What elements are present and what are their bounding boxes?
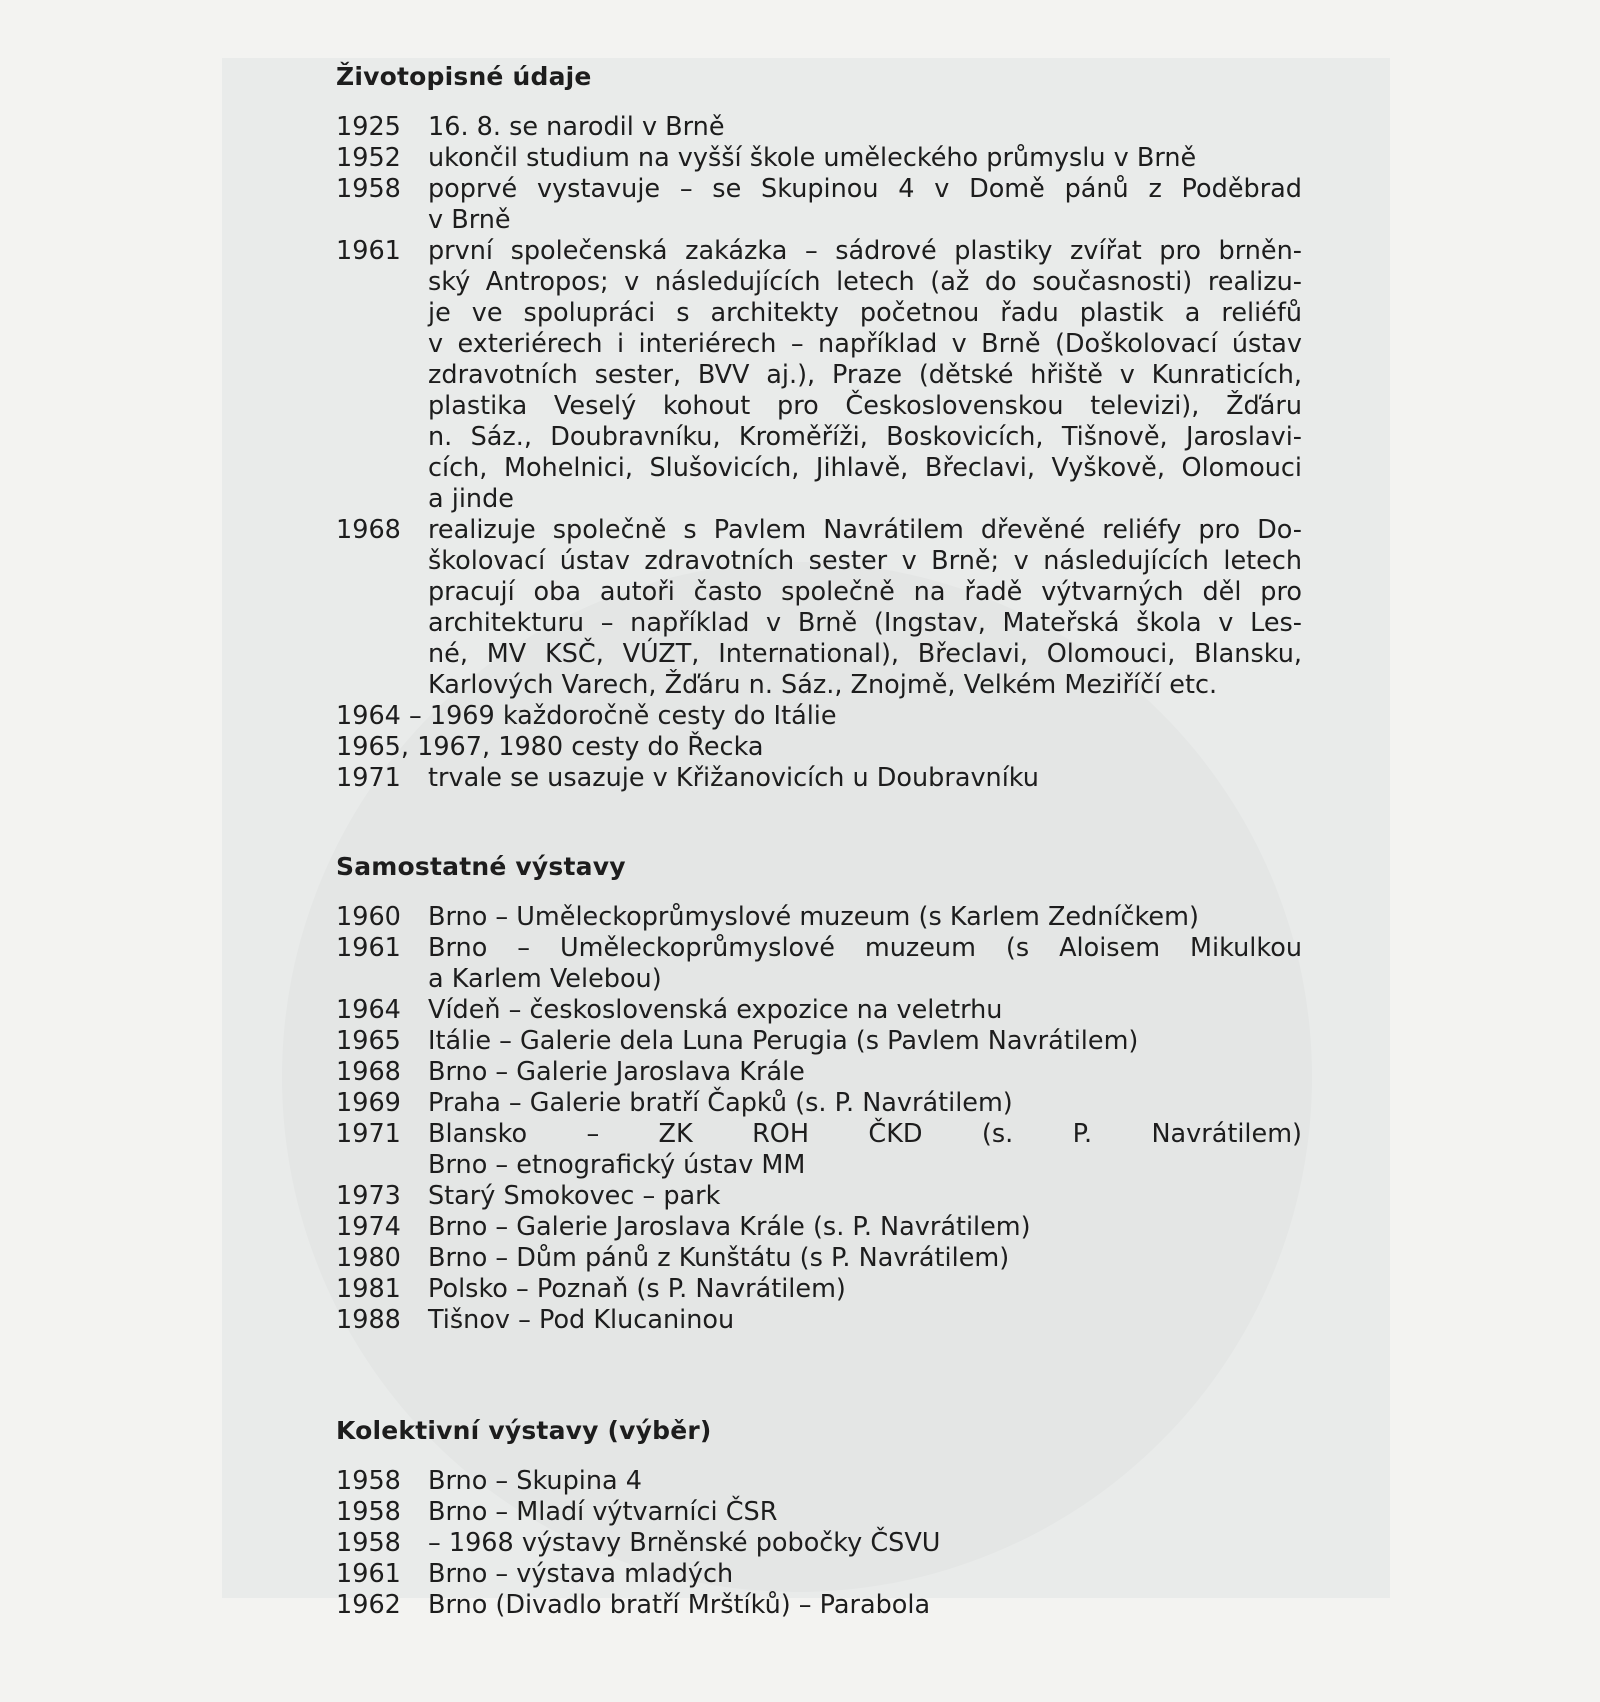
entry-text <box>428 1243 1302 1274</box>
entry-text <box>428 1305 1302 1336</box>
entry-line: Blansko – ZK ROH ČKD (s. P. Navrátilem) <box>428 1119 1302 1149</box>
entry-text <box>428 174 1302 236</box>
entry <box>336 701 1302 732</box>
entry <box>336 1590 1302 1621</box>
entry-text <box>428 1559 1302 1590</box>
entry-line: ský Antropos; v následujících letech (až do současnosti) realizu- <box>428 267 1302 297</box>
entry-text <box>428 1212 1302 1243</box>
entry-line: Brno – výstava mladých <box>428 1559 734 1589</box>
entry-line: v Brně <box>428 205 511 235</box>
entry-text <box>428 1528 1302 1559</box>
entry-line: Brno – Skupina 4 <box>428 1466 642 1496</box>
entry-line: né, MV KSČ, VÚZT, International), Břeclavi, Olomouci, Blansku, <box>428 639 1302 669</box>
entry <box>336 143 1302 174</box>
entry-line: Starý Smokovec – park <box>428 1181 721 1211</box>
entry-line: pracují oba autoři často společně na řadě výtvarných děl pro <box>428 577 1302 607</box>
entry-year: 1962 <box>336 1590 401 1620</box>
entry <box>336 1181 1302 1212</box>
bio-entries <box>336 112 1302 701</box>
entry-year: 1968 <box>336 1057 401 1087</box>
entry-line: Itálie – Galerie dela Luna Perugia (s Pavlem Navrátilem) <box>428 1026 1139 1056</box>
entry <box>336 1243 1302 1274</box>
entry-line: v exteriérech i interiérech – například v Brně (Doškolovací ústav <box>428 329 1302 359</box>
entry-year: 1969 <box>336 1088 401 1118</box>
entry <box>336 236 1302 515</box>
entry-line: poprvé vystavuje – se Skupinou 4 v Domě pánů z Poděbrad <box>428 174 1302 204</box>
entry-year: 1958 <box>336 1466 401 1496</box>
entry-line: 16. 8. se narodil v Brně <box>428 112 725 142</box>
entry-text <box>428 515 1302 701</box>
entry-line: Brno – Mladí výtvarníci ČSR <box>428 1497 778 1527</box>
entry-text <box>428 1057 1302 1088</box>
entry <box>336 1274 1302 1305</box>
entry-line: Brno – Uměleckoprůmyslové muzeum (s Karlem Zedníčkem) <box>428 902 1199 932</box>
entry-line: Brno – Dům pánů z Kunštátu (s P. Navrátilem) <box>428 1243 1010 1273</box>
entry-year: 1974 <box>336 1212 401 1242</box>
entry <box>336 995 1302 1026</box>
entry-line: architekturu – například v Brně (Ingstav, Mateřská škola v Les- <box>428 608 1302 638</box>
entry-year: 1980 <box>336 1243 401 1273</box>
entry-text <box>428 143 1302 174</box>
section-title-solo: Samostatné výstavy <box>336 852 626 881</box>
entry <box>336 112 1302 143</box>
entry-year: 1965 <box>336 1026 401 1056</box>
entry-year: 1981 <box>336 1274 401 1304</box>
entry <box>336 732 1302 763</box>
entry <box>336 515 1302 701</box>
entry-line: a Karlem Velebou) <box>428 964 662 994</box>
entry <box>336 1088 1302 1119</box>
entry-text <box>428 236 1302 515</box>
entry-line: – 1968 výstavy Brněnské pobočky ČSVU <box>428 1528 941 1558</box>
entry-year: 1968 <box>336 515 401 545</box>
section-title-bio: Životopisné údaje <box>336 62 592 91</box>
entry-line: plastika Veselý kohout pro Československou televizi), Žďáru <box>428 391 1302 421</box>
entry-line: a jinde <box>428 484 514 514</box>
section-title-group: Kolektivní výstavy (výběr) <box>336 1416 712 1445</box>
entry-line: Karlových Varech, Žďáru n. Sáz., Znojmě, Velkém Meziříčí etc. <box>428 670 1218 700</box>
entry-text <box>428 1119 1302 1181</box>
entry-year: 1958 <box>336 174 401 204</box>
entry-year: 1961 <box>336 933 401 963</box>
entry-line: školovací ústav zdravotních sester v Brně; v následujících letech <box>428 546 1302 576</box>
entry-line: zdravotních sester, BVV aj.), Praze (dětské hřiště v Kunraticích, <box>428 360 1302 390</box>
entry <box>336 1559 1302 1590</box>
entry-line: Brno – Galerie Jaroslava Krále <box>428 1057 805 1087</box>
entry-year: 1952 <box>336 143 401 173</box>
entry-line: n. Sáz., Doubravníku, Kroměříži, Boskovicích, Tišnově, Jaroslavi- <box>428 422 1302 452</box>
entry-line: Praha – Galerie bratří Čapků (s. P. Navrátilem) <box>428 1088 1013 1118</box>
entry-text: 1965, 1967, 1980 cesty do Řecka <box>336 732 764 762</box>
entry <box>336 1305 1302 1336</box>
entry-text: 1964 – 1969 každoročně cesty do Itálie <box>336 701 837 731</box>
entry-text <box>428 1274 1302 1305</box>
entry <box>336 174 1302 236</box>
entry-text <box>428 1590 1302 1621</box>
entry-line: Vídeň – československá expozice na veletrhu <box>428 995 1003 1025</box>
bio-extra <box>336 701 1302 794</box>
entry-year: 1964 <box>336 995 401 1025</box>
solo-entries <box>336 902 1302 1336</box>
entry-text <box>428 902 1302 933</box>
entry-line: ukončil studium na vyšší škole uměleckého průmyslu v Brně <box>428 143 1197 173</box>
group-entries <box>336 1466 1302 1621</box>
entry-line: je ve spolupráci s architekty početnou řadu plastik a reliéfů <box>428 298 1302 328</box>
entry-text <box>428 1088 1302 1119</box>
entry-year: 1973 <box>336 1181 401 1211</box>
entry-text: trvale se usazuje v Křižanovicích u Doubravníku <box>428 763 1039 793</box>
entry <box>336 1528 1302 1559</box>
entry-line: Polsko – Poznaň (s P. Navrátilem) <box>428 1274 846 1304</box>
entry-line: první společenská zakázka – sádrové plastiky zvířat pro brněn- <box>428 236 1302 266</box>
entry <box>336 902 1302 933</box>
entry-text <box>428 995 1302 1026</box>
entry-year: 1925 <box>336 112 401 142</box>
entry-line: cích, Mohelnici, Slušovicích, Jihlavě, Břeclavi, Vyškově, Olomouci <box>428 453 1302 483</box>
entry <box>336 1119 1302 1181</box>
entry <box>336 1466 1302 1497</box>
entry-year: 1988 <box>336 1305 401 1335</box>
entry-line: Brno (Divadlo bratří Mrštíků) – Parabola <box>428 1590 931 1620</box>
entry-year: 1961 <box>336 1559 401 1589</box>
entry-year: 1960 <box>336 902 401 932</box>
entry-text <box>428 1181 1302 1212</box>
entry <box>336 1212 1302 1243</box>
entry-line: Brno – Uměleckoprůmyslové muzeum (s Aloisem Mikulkou <box>428 933 1302 963</box>
entry-year: 1958 <box>336 1497 401 1527</box>
entry-text <box>428 112 1302 143</box>
entry-text <box>428 1466 1302 1497</box>
entry <box>336 933 1302 995</box>
entry-line: realizuje společně s Pavlem Navrátilem dřevěné reliéfy pro Do- <box>428 515 1302 545</box>
document-content <box>336 62 1302 1621</box>
entry-year: 1961 <box>336 236 401 266</box>
entry <box>336 763 1302 794</box>
entry-year: 1958 <box>336 1528 401 1558</box>
entry-line: Brno – Galerie Jaroslava Krále (s. P. Navrátilem) <box>428 1212 1031 1242</box>
entry-line: Brno – etnografický ústav MM <box>428 1150 806 1180</box>
entry-line: Tišnov – Pod Klucaninou <box>428 1305 735 1335</box>
entry <box>336 1026 1302 1057</box>
entry-text <box>428 1026 1302 1057</box>
entry-text <box>428 1497 1302 1528</box>
entry-year: 1971 <box>336 763 401 793</box>
entry-text <box>428 933 1302 995</box>
entry <box>336 1497 1302 1528</box>
entry <box>336 1057 1302 1088</box>
entry-year: 1971 <box>336 1119 401 1149</box>
